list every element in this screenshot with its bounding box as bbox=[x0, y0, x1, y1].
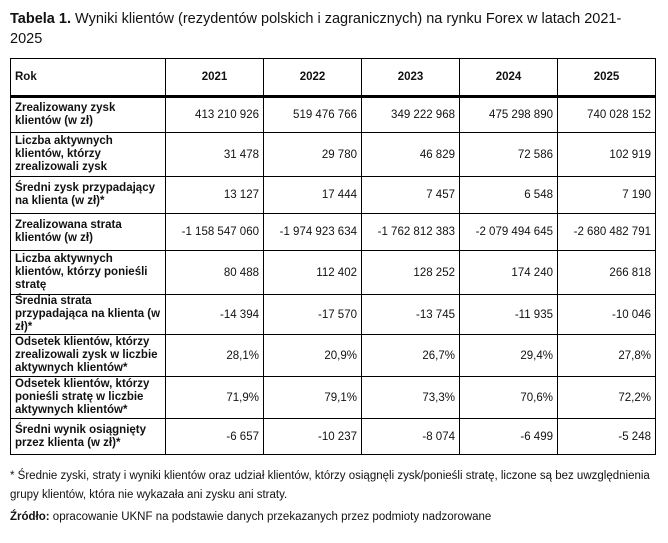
source-label: Źródło: bbox=[10, 511, 50, 523]
table-cell: 31 478 bbox=[166, 133, 264, 177]
table-cell: 112 402 bbox=[264, 251, 362, 295]
header-year-label: Rok bbox=[11, 59, 166, 97]
table-cell: 46 829 bbox=[362, 133, 460, 177]
table-cell: -1 762 812 383 bbox=[362, 214, 460, 251]
row-label: Liczba aktywnych klientów, którzy ponieśli stratę bbox=[11, 251, 166, 295]
table-cell: -1 158 547 060 bbox=[166, 214, 264, 251]
table-cell: 29 780 bbox=[264, 133, 362, 177]
table-cell: 27,8% bbox=[558, 335, 656, 377]
table-cell: 71,9% bbox=[166, 377, 264, 419]
header-row bbox=[11, 59, 656, 97]
row-label: Średni wynik osiągnięty przez klienta (w zł)* bbox=[11, 419, 166, 455]
table-cell: -10 237 bbox=[264, 419, 362, 455]
table-cell: -14 394 bbox=[166, 295, 264, 335]
table-cell: 740 028 152 bbox=[558, 97, 656, 133]
table-row bbox=[11, 295, 656, 335]
table-row bbox=[11, 377, 656, 419]
row-label: Zrealizowany zysk klientów (w zł) bbox=[11, 97, 166, 133]
table-cell: 102 919 bbox=[558, 133, 656, 177]
row-label: Odsetek klientów, którzy ponieśli stratę w liczbie aktywnych klientów* bbox=[11, 377, 166, 419]
caption-label: Tabela 1. bbox=[10, 11, 71, 27]
table-row bbox=[11, 214, 656, 251]
table-cell: -6 657 bbox=[166, 419, 264, 455]
table-row bbox=[11, 419, 656, 455]
row-label: Średnia strata przypadająca na klienta (w zł)* bbox=[11, 295, 166, 335]
row-label: Zrealizowana strata klientów (w zł) bbox=[11, 214, 166, 251]
table-cell: 72,2% bbox=[558, 377, 656, 419]
table-cell: 13 127 bbox=[166, 177, 264, 214]
table-cell: 26,7% bbox=[362, 335, 460, 377]
table-cell: -1 974 923 634 bbox=[264, 214, 362, 251]
table-cell: 17 444 bbox=[264, 177, 362, 214]
header-2022: 2022 bbox=[264, 59, 362, 97]
source-note bbox=[10, 508, 650, 527]
table-cell: 73,3% bbox=[362, 377, 460, 419]
table-cell: 174 240 bbox=[460, 251, 558, 295]
table-row bbox=[11, 177, 656, 214]
table-cell: 70,6% bbox=[460, 377, 558, 419]
row-label: Średni zysk przypadający na klienta (w zł)* bbox=[11, 177, 166, 214]
table-cell: 128 252 bbox=[362, 251, 460, 295]
table-cell: -6 499 bbox=[460, 419, 558, 455]
footnote: * Średnie zyski, straty i wyniki klientów oraz udział klientów, którzy osiągnęli zysk/ponieśli stratę, liczone są bez uwzględnienia grupy klientów, która nie wykazała ani zysku ani straty. bbox=[10, 470, 650, 501]
table-cell: 475 298 890 bbox=[460, 97, 558, 133]
table-row bbox=[11, 97, 656, 133]
source-text: opracowanie UKNF na podstawie danych przekazanych przez podmioty nadzorowane bbox=[49, 511, 492, 523]
caption-text: Wyniki klientów (rezydentów polskich i zagranicznych) na rynku Forex w latach 2021-2025 bbox=[10, 11, 622, 47]
table-cell: 28,1% bbox=[166, 335, 264, 377]
table-cell: -2 680 482 791 bbox=[558, 214, 656, 251]
table-cell: 79,1% bbox=[264, 377, 362, 419]
table-cell: -2 079 494 645 bbox=[460, 214, 558, 251]
table-cell: 29,4% bbox=[460, 335, 558, 377]
row-label: Odsetek klientów, którzy zrealizowali zysk w liczbie aktywnych klientów* bbox=[11, 335, 166, 377]
table-cell: 7 190 bbox=[558, 177, 656, 214]
header-2025: 2025 bbox=[558, 59, 656, 97]
table-cell: -5 248 bbox=[558, 419, 656, 455]
table-cell: 519 476 766 bbox=[264, 97, 362, 133]
table-cell: 266 818 bbox=[558, 251, 656, 295]
table-cell: 72 586 bbox=[460, 133, 558, 177]
header-2024: 2024 bbox=[460, 59, 558, 97]
table-row bbox=[11, 133, 656, 177]
table-cell: -13 745 bbox=[362, 295, 460, 335]
row-label: Liczba aktywnych klientów, którzy zrealizowali zysk bbox=[11, 133, 166, 177]
table-cell: -17 570 bbox=[264, 295, 362, 335]
table-row bbox=[11, 335, 656, 377]
table-caption bbox=[10, 9, 650, 49]
table-cell: 80 488 bbox=[166, 251, 264, 295]
header-2023: 2023 bbox=[362, 59, 460, 97]
results-table bbox=[10, 58, 656, 455]
table-cell: 349 222 968 bbox=[362, 97, 460, 133]
table-cell: -10 046 bbox=[558, 295, 656, 335]
table-cell: 6 548 bbox=[460, 177, 558, 214]
table-cell: 20,9% bbox=[264, 335, 362, 377]
header-2021: 2021 bbox=[166, 59, 264, 97]
table-cell: -8 074 bbox=[362, 419, 460, 455]
table-cell: 413 210 926 bbox=[166, 97, 264, 133]
table-cell: 7 457 bbox=[362, 177, 460, 214]
table-row bbox=[11, 251, 656, 295]
table-cell: -11 935 bbox=[460, 295, 558, 335]
